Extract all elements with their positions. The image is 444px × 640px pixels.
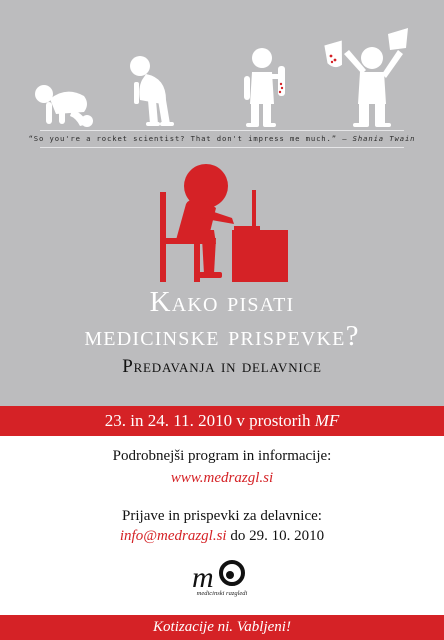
title-line-1: Kako pisati bbox=[149, 286, 295, 318]
program-url-line bbox=[0, 470, 444, 487]
crawling-baby-icon bbox=[35, 85, 93, 127]
title-line-2: medicinske prispevke? bbox=[84, 320, 360, 352]
registration-label: Prijave in prispevki za delavnice: bbox=[122, 508, 322, 524]
quote-text: “So you're a rocket scientist? That don't impress me much.” — bbox=[28, 134, 353, 143]
event-date-band bbox=[0, 406, 444, 436]
logo-subtitle: medicinski razgledi bbox=[196, 590, 248, 597]
registration-deadline: do 29. 10. 2010 bbox=[226, 528, 325, 544]
person-typing-at-computer-icon bbox=[150, 160, 300, 285]
medicinski-razgledi-logo-icon bbox=[178, 557, 268, 607]
quote-rule-top bbox=[40, 130, 404, 131]
stooped-child-icon bbox=[130, 56, 174, 126]
quote bbox=[0, 134, 444, 143]
child-holding-flask-and-paper-icon bbox=[324, 28, 408, 127]
registration-email-link[interactable]: info@medrazgl.si bbox=[119, 528, 227, 544]
event-date-text: 23. in 24. 11. 2010 v prostorih bbox=[104, 411, 315, 430]
registration-line bbox=[0, 528, 444, 545]
event-place: MF bbox=[314, 411, 340, 430]
subtitle: Predavanja in delavnice bbox=[122, 356, 322, 377]
footer-band: Kotizacije ni. Vabljeni! bbox=[0, 615, 444, 640]
quote-rule-bottom bbox=[40, 147, 404, 148]
program-label: Podrobnejši program in informacije: bbox=[112, 448, 332, 464]
logo-mark: m bbox=[192, 561, 214, 594]
evolution-figures bbox=[0, 0, 444, 135]
program-url-link[interactable]: www.medrazgl.si bbox=[170, 470, 274, 486]
quote-author: Shania Twain bbox=[352, 134, 416, 143]
child-with-test-tube-icon bbox=[244, 48, 285, 127]
